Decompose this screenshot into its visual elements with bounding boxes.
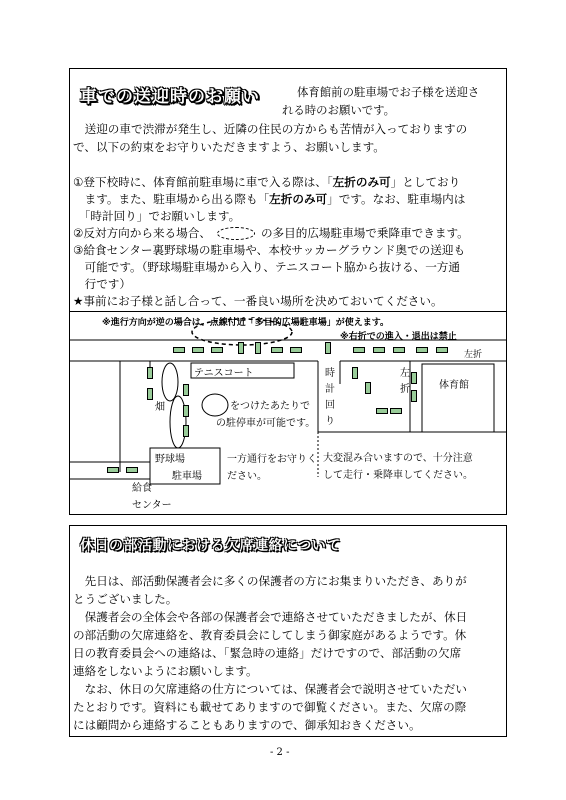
map — [70, 311, 506, 515]
advance-note: ★事前にお子様と話し合って、一番良い場所を決めておいてください。 — [73, 294, 443, 308]
arrow-down-icon — [255, 342, 261, 354]
rule-2-text-b: の多目的広場駐車場で乗降車できます。 — [260, 226, 469, 240]
arrow-right-icon — [126, 467, 138, 473]
map-clockwise-2: 回 — [325, 400, 335, 411]
section2-line-0: 先日は、部活動保護者会に多くの保護者の方にお集まりいただき、ありが — [73, 574, 467, 588]
section2-line-3: の部活動の欠席連絡を、教育委員会にしてしまう御家庭があるようです。休 — [73, 628, 467, 642]
map-right-turn-note: ※右折での進入・退出は禁止 — [340, 332, 457, 342]
map-gym: 体育館 — [439, 380, 469, 391]
arrow-down-icon — [352, 367, 358, 379]
arrow-left-icon — [373, 347, 385, 353]
arrow-right-icon — [211, 347, 223, 353]
arrow-right-icon — [107, 467, 119, 473]
section2-line-5: 連絡をしないようにお願いします。 — [73, 664, 258, 678]
section2-line-7: たとおりです。資料にも載せてありますので御覧ください。また、欠席の際 — [73, 700, 467, 714]
map-clockwise-0: 時 — [325, 368, 335, 379]
arrow-right-icon — [192, 347, 204, 353]
arrow-left-icon — [393, 347, 405, 353]
arrow-right-icon — [376, 408, 388, 414]
section1-subtitle-2: れる時のお願いです。 — [282, 103, 395, 117]
dotted-ellipse-icon — [217, 227, 255, 240]
map-field: 畑 — [155, 402, 165, 413]
map-baseball-2: 駐車場 — [172, 471, 202, 482]
arrow-up-icon — [183, 384, 189, 396]
map-left-turn: 左折 — [464, 350, 483, 360]
arrow-up-icon — [183, 405, 189, 417]
section2-title: 休日の部活動における欠席連絡について — [80, 538, 341, 554]
rule-1-line-1 — [73, 174, 460, 192]
map-kyushoku-2: センター — [132, 500, 172, 511]
intro-line-2: で、以下の約束をお守りいただきますよう、お願いします。 — [73, 140, 385, 154]
map-baseball-1: 野球場 — [155, 454, 185, 465]
map-circle-note-1: をつけたあたりで — [230, 401, 310, 412]
map-kyushoku-1: 給食 — [132, 483, 152, 494]
arrow-up-icon — [238, 342, 244, 354]
rule-1-line-2 — [73, 191, 465, 209]
intro-line-1: 送迎の車で渋滞が発生し、近隣の住民の方からも苦情が入っておりますの — [73, 122, 468, 136]
rule-2-text-a: ②反対方向から来る場合、 — [73, 226, 211, 240]
arrow-up-icon — [325, 342, 331, 354]
map-left-turn-v-1: 折 — [400, 384, 410, 395]
arrow-up-icon — [183, 425, 189, 437]
rule-1-line2-c: 」です。なお、駐車場内は — [327, 192, 466, 206]
map-clockwise-1: 計 — [325, 384, 335, 395]
rule-1-text-a: ①登下校時に、体育館前駐車場に車で入る際は、「 — [73, 175, 333, 189]
map-crowd-2: して走行・乗降車してください。 — [323, 470, 473, 481]
rule-1-text-c: 」としており — [390, 175, 461, 189]
rule-1-line2-a: ます。また、駐車場から出る際も「 — [73, 192, 270, 206]
arrow-left-icon — [436, 347, 448, 353]
arrow-up-icon — [147, 367, 153, 379]
rule-1-line-3: 「時計回り」でお願いします。 — [73, 209, 241, 223]
section1-title: 車での送迎時のお願い — [80, 87, 260, 107]
rule-2 — [73, 225, 469, 243]
rule-3-line-2: 可能です。（野球場駐車場から入り、テニスコート脇から抜ける、一方通 — [73, 260, 460, 274]
map-oneway-1: 一方通行をお守りく — [227, 454, 317, 465]
section2-line-8: には顧問から連絡することもありますので、御承知おきください。 — [73, 718, 421, 732]
section2-line-6: なお、休日の欠席連絡の仕方については、保護者会で説明させていただい — [73, 682, 467, 696]
map-reverse-note: ※進行方向が逆の場合は、点線付近「多目的広場駐車場」が使えます。 — [102, 318, 390, 328]
rule-3-line-3: 行です） — [73, 277, 131, 291]
section2-line-1: とうございました。 — [73, 592, 178, 606]
arrow-right-icon — [390, 408, 402, 414]
arrow-right-icon — [173, 347, 185, 353]
map-clockwise-3: り — [325, 416, 335, 427]
arrow-up-icon — [411, 390, 417, 402]
arrow-left-icon — [416, 347, 428, 353]
rule-1-emphasis: 左折のみ可 — [332, 175, 391, 189]
arrow-right-icon — [271, 347, 283, 353]
rule-1-line2-emphasis: 左折のみ可 — [269, 192, 328, 206]
arrow-right-icon — [290, 347, 302, 353]
map-oneway-2: ださい。 — [227, 471, 267, 482]
map-circle-note-2: の駐停車が可能です。 — [216, 418, 316, 429]
map-left-turn-v-0: 左 — [400, 368, 410, 379]
section1-subtitle-1: 体育館前の駐車場でお子様を送迎さ — [297, 85, 480, 99]
map-tennis: テニスコート — [194, 368, 254, 379]
map-crowd-1: 大変混み合いますので、十分注意 — [323, 453, 473, 464]
arrow-left-icon — [353, 347, 365, 353]
section2-line-4: 日の教育委員会への連絡は、「緊急時の連絡」だけですので、部活動の欠席 — [73, 646, 462, 660]
arrow-up-icon — [411, 372, 417, 384]
page-number: - 2 - — [270, 747, 290, 758]
section2-line-2: 保護者会の全体会や各部の保護者会で連絡させていただきましたが、休日 — [73, 610, 468, 624]
arrow-down-icon — [365, 382, 371, 394]
rule-3-line-1: ③給食センター裏野球場の駐車場や、本校サッカーグラウンド奥での送迎も — [73, 243, 466, 257]
arrow-up-icon — [147, 388, 153, 400]
